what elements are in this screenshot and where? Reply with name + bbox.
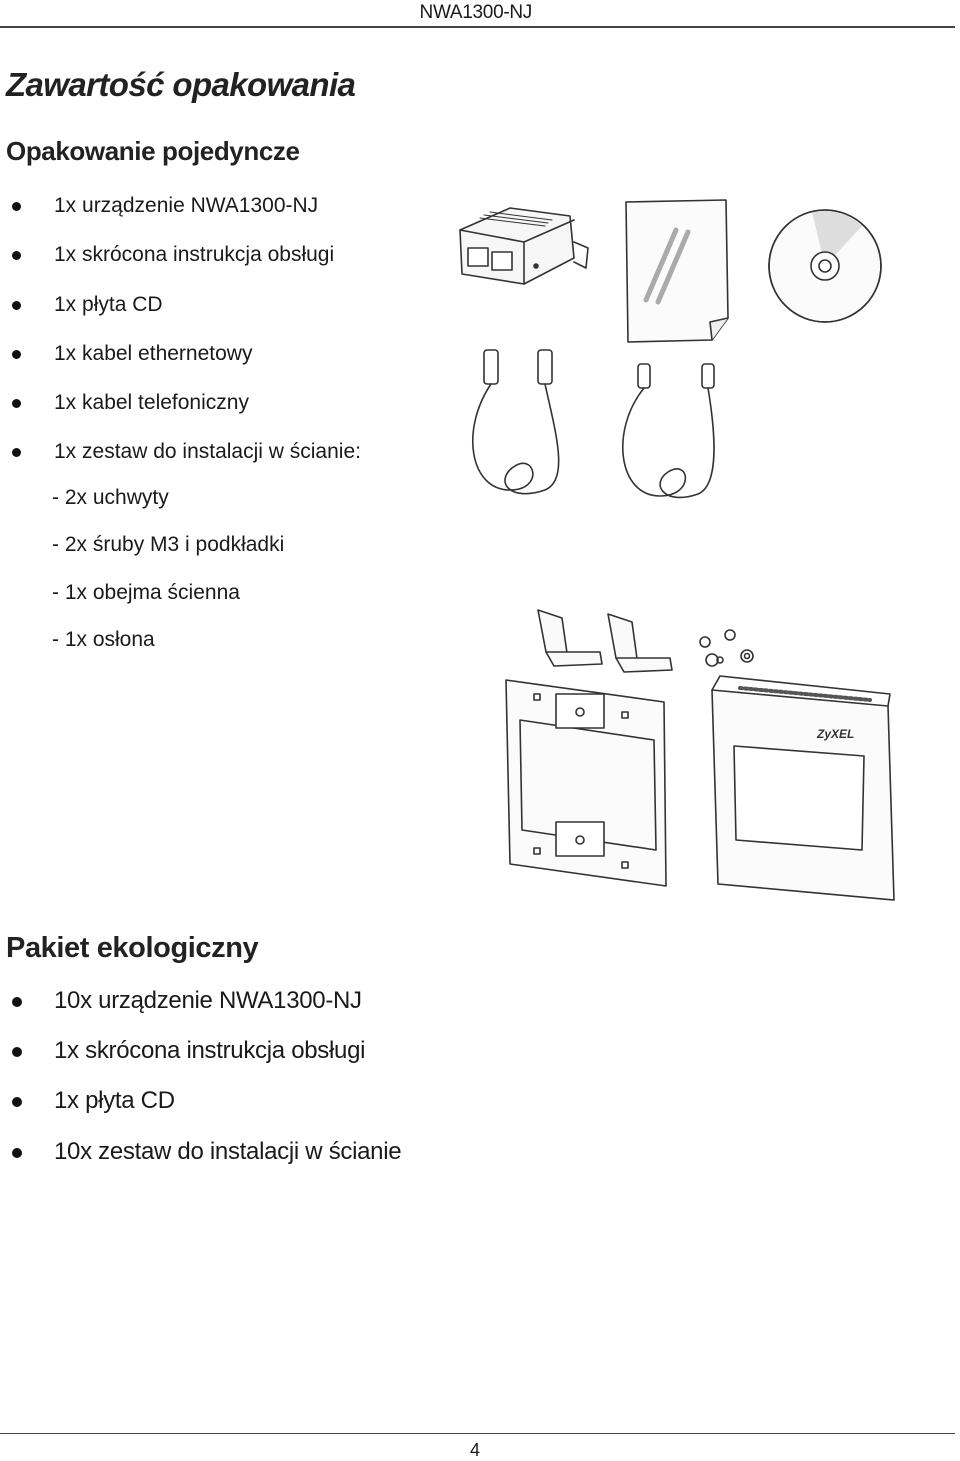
list-item: - 1x osłona bbox=[52, 627, 155, 651]
single-pack-list bbox=[8, 192, 361, 488]
ethernet-cable-icon bbox=[473, 350, 559, 494]
cover-icon bbox=[712, 676, 894, 900]
screws-icon bbox=[700, 630, 753, 666]
list-item: - 2x uchwyty bbox=[52, 486, 169, 509]
single-pack-title: Opakowanie pojedyncze bbox=[6, 136, 300, 166]
list-item: 1x płyta CD bbox=[8, 291, 361, 340]
list-item: 1x urządzenie NWA1300-NJ bbox=[8, 192, 361, 241]
header-rule bbox=[0, 26, 955, 28]
device-icon bbox=[460, 208, 588, 284]
wall-kit-sublist bbox=[52, 484, 284, 673]
package-contents-illustration bbox=[450, 190, 900, 910]
list-item: 1x płyta CD bbox=[8, 1086, 401, 1136]
list-item: 1x kabel telefoniczny bbox=[8, 389, 361, 438]
eco-pack-list bbox=[8, 986, 401, 1187]
eco-pack-title: Pakiet ekologiczny bbox=[6, 932, 259, 964]
list-item: 1x skrócona instrukcja obsługi bbox=[8, 1036, 401, 1086]
cd-icon bbox=[769, 210, 881, 322]
list-item: 10x zestaw do instalacji w ścianie bbox=[8, 1137, 401, 1187]
list-item: 1x kabel ethernetowy bbox=[8, 340, 361, 389]
quick-guide-icon bbox=[626, 200, 728, 342]
header-title: NWA1300-NJ bbox=[419, 2, 532, 23]
list-item: - 2x śruby M3 i podkładki bbox=[52, 533, 285, 557]
list-item: 1x zestaw do instalacji w ścianie: bbox=[8, 438, 361, 487]
list-item: 1x skrócona instrukcja obsługi bbox=[8, 241, 361, 290]
page-number: 4 bbox=[470, 1440, 481, 1460]
bracket-icon bbox=[538, 610, 672, 672]
list-item: - 1x obejma ścienna bbox=[52, 580, 240, 604]
section-title: Zawartość opakowania bbox=[6, 66, 356, 103]
wall-plate-icon bbox=[506, 680, 666, 886]
zyxel-logo: ZyXEL bbox=[817, 727, 855, 741]
telephone-cable-icon bbox=[623, 364, 714, 497]
list-item: 10x urządzenie NWA1300-NJ bbox=[8, 986, 401, 1036]
footer-rule bbox=[0, 1433, 955, 1434]
